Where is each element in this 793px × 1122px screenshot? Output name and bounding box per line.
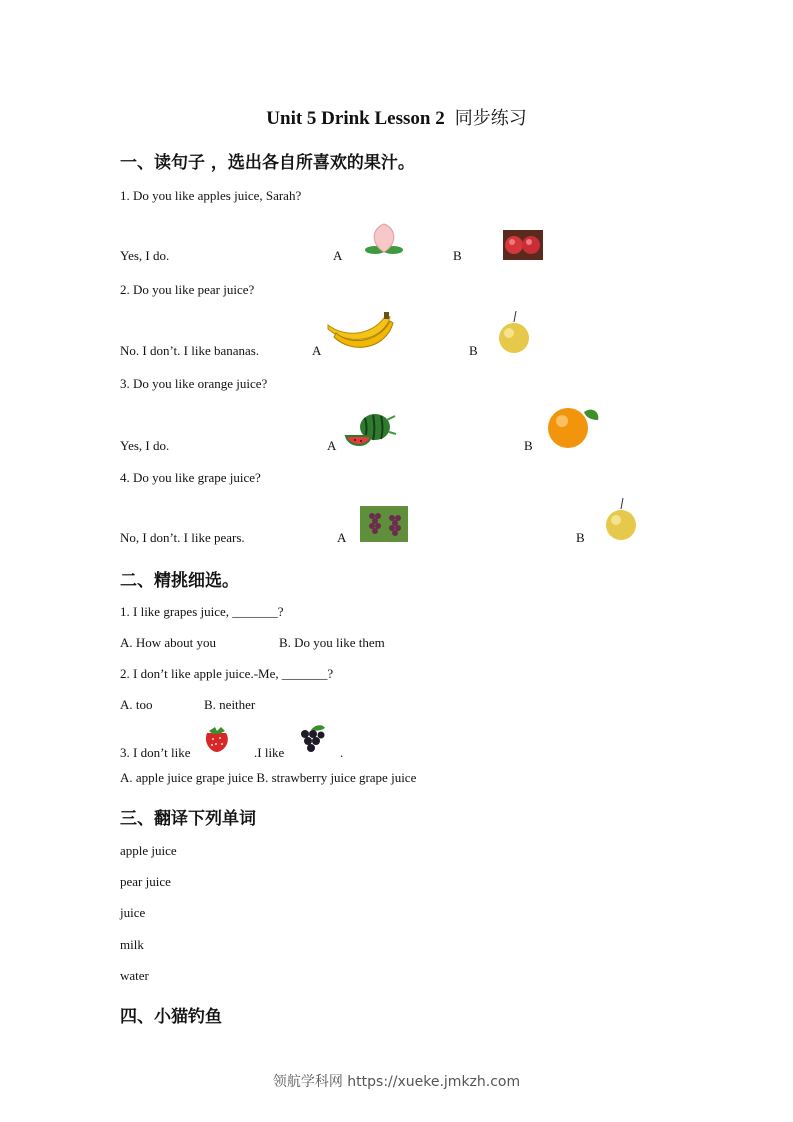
vocab-word: apple juice (120, 843, 177, 858)
mc-question-3-options: A. apple juice grape juice B. strawberry juice grape juice (120, 770, 417, 785)
answer-3: Yes, I do. (120, 438, 170, 453)
section-4-heading: 四、小猫钓鱼 (120, 1007, 222, 1027)
option-a-label: A (337, 530, 347, 545)
mc-question-3-part3: . (340, 745, 344, 760)
grapes-icon (295, 723, 329, 755)
option-a-label: A (327, 438, 337, 453)
answer-2: No. I don’t. I like bananas. (120, 343, 260, 358)
option-b-label: B (453, 248, 462, 263)
mc-question-3-part1: 3. I don’t like (120, 745, 191, 760)
strawberry-icon (201, 725, 233, 753)
mc-question-2: 2. I don’t like apple juice.-Me, _______? (120, 666, 334, 681)
title-en: Unit 5 Drink Lesson 2 (266, 108, 445, 129)
question-3: 3. Do you like orange juice? (120, 376, 268, 391)
vocab-word: pear juice (120, 874, 171, 889)
watermelon-icon (343, 410, 397, 450)
option-b-label: B (576, 530, 585, 545)
grapes-icon (360, 506, 408, 542)
answer-4: No, I don’t. I like pears. (120, 530, 245, 545)
option-a-label: A (312, 343, 322, 358)
question-4: 4. Do you like grape juice? (120, 470, 261, 485)
mc-question-3-part2: .I like (254, 745, 285, 760)
section-1-heading: 一、读句子 ，选出各自所喜欢的果汁。 (120, 153, 415, 173)
vocab-word: milk (120, 937, 144, 952)
option-a-label: A (333, 248, 343, 263)
option-b-label: B (524, 438, 533, 453)
banana-icon (326, 311, 394, 355)
footer-watermark: 领航学科网 https://xueke.jmkzh.com (272, 1074, 521, 1090)
mc-question-2-option-b: B. neither (204, 697, 256, 712)
vocab-word: juice (120, 905, 146, 920)
orange-icon (546, 404, 602, 450)
vocab-word: water (120, 968, 149, 983)
page-title (0, 104, 793, 130)
pear-icon (497, 311, 531, 356)
section-3-heading: 三、翻译下列单词 (120, 809, 256, 829)
title-cn: 同步练习 (454, 108, 527, 129)
question-2: 2. Do you like pear juice? (120, 282, 255, 297)
mc-question-1-option-a: A. How about you (120, 635, 217, 650)
mc-question-1: 1. I like grapes juice, _______? (120, 604, 284, 619)
mc-question-2-option-a: A. too (120, 697, 153, 712)
option-b-label: B (469, 343, 478, 358)
pear-icon (604, 498, 638, 543)
apples-icon (503, 230, 543, 260)
section-2-heading: 二、精挑细选。 (120, 571, 239, 591)
question-1: 1. Do you like apples juice, Sarah? (120, 188, 302, 203)
answer-1: Yes, I do. (120, 248, 170, 263)
peach-icon (364, 222, 404, 258)
mc-question-1-option-b: B. Do you like them (279, 635, 385, 650)
